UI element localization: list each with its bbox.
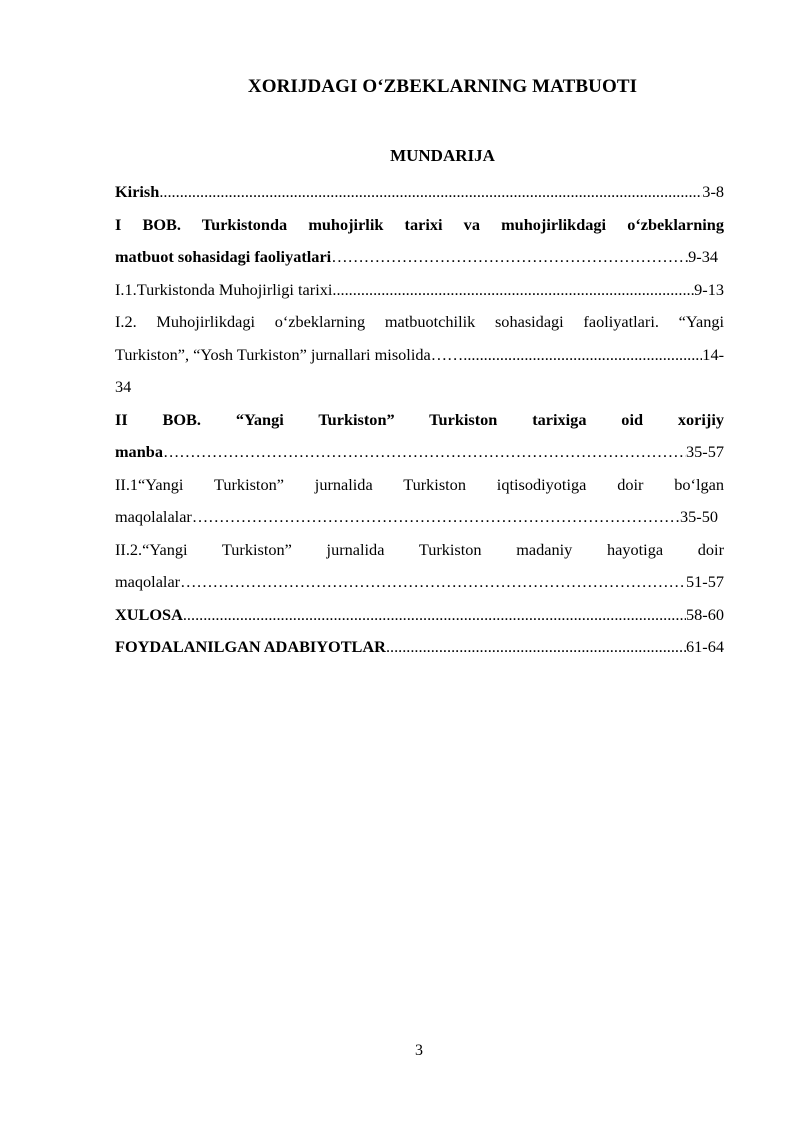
toc-entry-pages: 61-64: [686, 637, 724, 656]
toc-entry-pages: 35-50: [680, 507, 718, 526]
page-number: 3: [415, 1042, 423, 1059]
dot-leader: [192, 501, 680, 534]
toc-entry-kirish: [115, 176, 724, 209]
toc-heading: MUNDARIJA: [390, 146, 495, 165]
toc-entry-pages: 9-34: [688, 247, 718, 266]
toc-entry-label: II BOB. “Yangi Turkiston” Turkiston tarixiga oid xorijiy: [115, 409, 724, 429]
toc-entry-label: II.2.“Yangi Turkiston” jurnalida Turkiston madaniy hayotiga doir: [115, 539, 724, 559]
dot-leader: [163, 436, 686, 469]
toc-entry-label: I.2. Muhojirlikdagi o‘zbeklarning matbuotchilik sohasidagi faoliyatlari. “Yangi: [115, 312, 724, 331]
toc-entry-label: Kirish: [115, 182, 160, 201]
toc-entry-label: XULOSA: [115, 604, 183, 624]
toc-entry-label: I BOB. Turkistonda muhojirlik tarixi va muhojirlikdagi o‘zbeklarning: [115, 214, 724, 234]
toc-entry-label-continued: maqolalalar: [115, 507, 192, 526]
toc-entry-section-1-2: [115, 306, 724, 404]
toc-entry-pages: 35-57: [686, 442, 724, 461]
toc-entry-pages: 51-57: [686, 572, 724, 591]
toc-entry-section-2-1: [115, 469, 724, 534]
toc-entry-chapter-1: [115, 209, 724, 274]
toc-entry-pages-continued: 34: [115, 377, 132, 396]
dot-leader: [386, 631, 686, 664]
dot-leader: [332, 274, 694, 307]
toc-entry-pages: 14-: [702, 344, 724, 364]
dot-leader: [183, 599, 686, 632]
toc-entry-label-continued: manba: [115, 442, 163, 461]
toc-entry-pages: 3-8: [702, 182, 724, 201]
table-of-contents: [115, 176, 724, 664]
dot-leader: [463, 339, 702, 372]
dot-leader: [159, 176, 702, 209]
toc-entry-adabiyotlar: [115, 631, 724, 664]
toc-entry-section-1-1: [115, 274, 724, 307]
dot-leader: [331, 241, 688, 274]
toc-entry-section-2-2: [115, 534, 724, 599]
toc-entry-label: II.1“Yangi Turkiston” jurnalida Turkiston iqtisodiyotiga doir bo‘lgan: [115, 474, 724, 494]
toc-entry-pages: 58-60: [686, 604, 724, 624]
toc-entry-label-continued: matbuot sohasidagi faoliyatlari: [115, 247, 332, 266]
toc-entry-pages: 9-13: [694, 279, 724, 299]
toc-entry-label: I.1.Turkistonda Muhojirligi tarixi: [115, 279, 333, 299]
document-title: XORIJDAGI O‘ZBEKLARNING MATBUOTI: [247, 76, 638, 97]
toc-entry-xulosa: [115, 599, 724, 632]
toc-entry-label-continued: maqolalar: [115, 572, 181, 591]
toc-entry-chapter-2: [115, 404, 724, 469]
toc-entry-label: FOYDALANILGAN ADABIYOTLAR: [115, 637, 386, 656]
dot-leader: [180, 566, 686, 599]
toc-entry-label-continued: Turkiston”, “Yosh Turkiston” jurnallari misolida……: [115, 344, 464, 364]
